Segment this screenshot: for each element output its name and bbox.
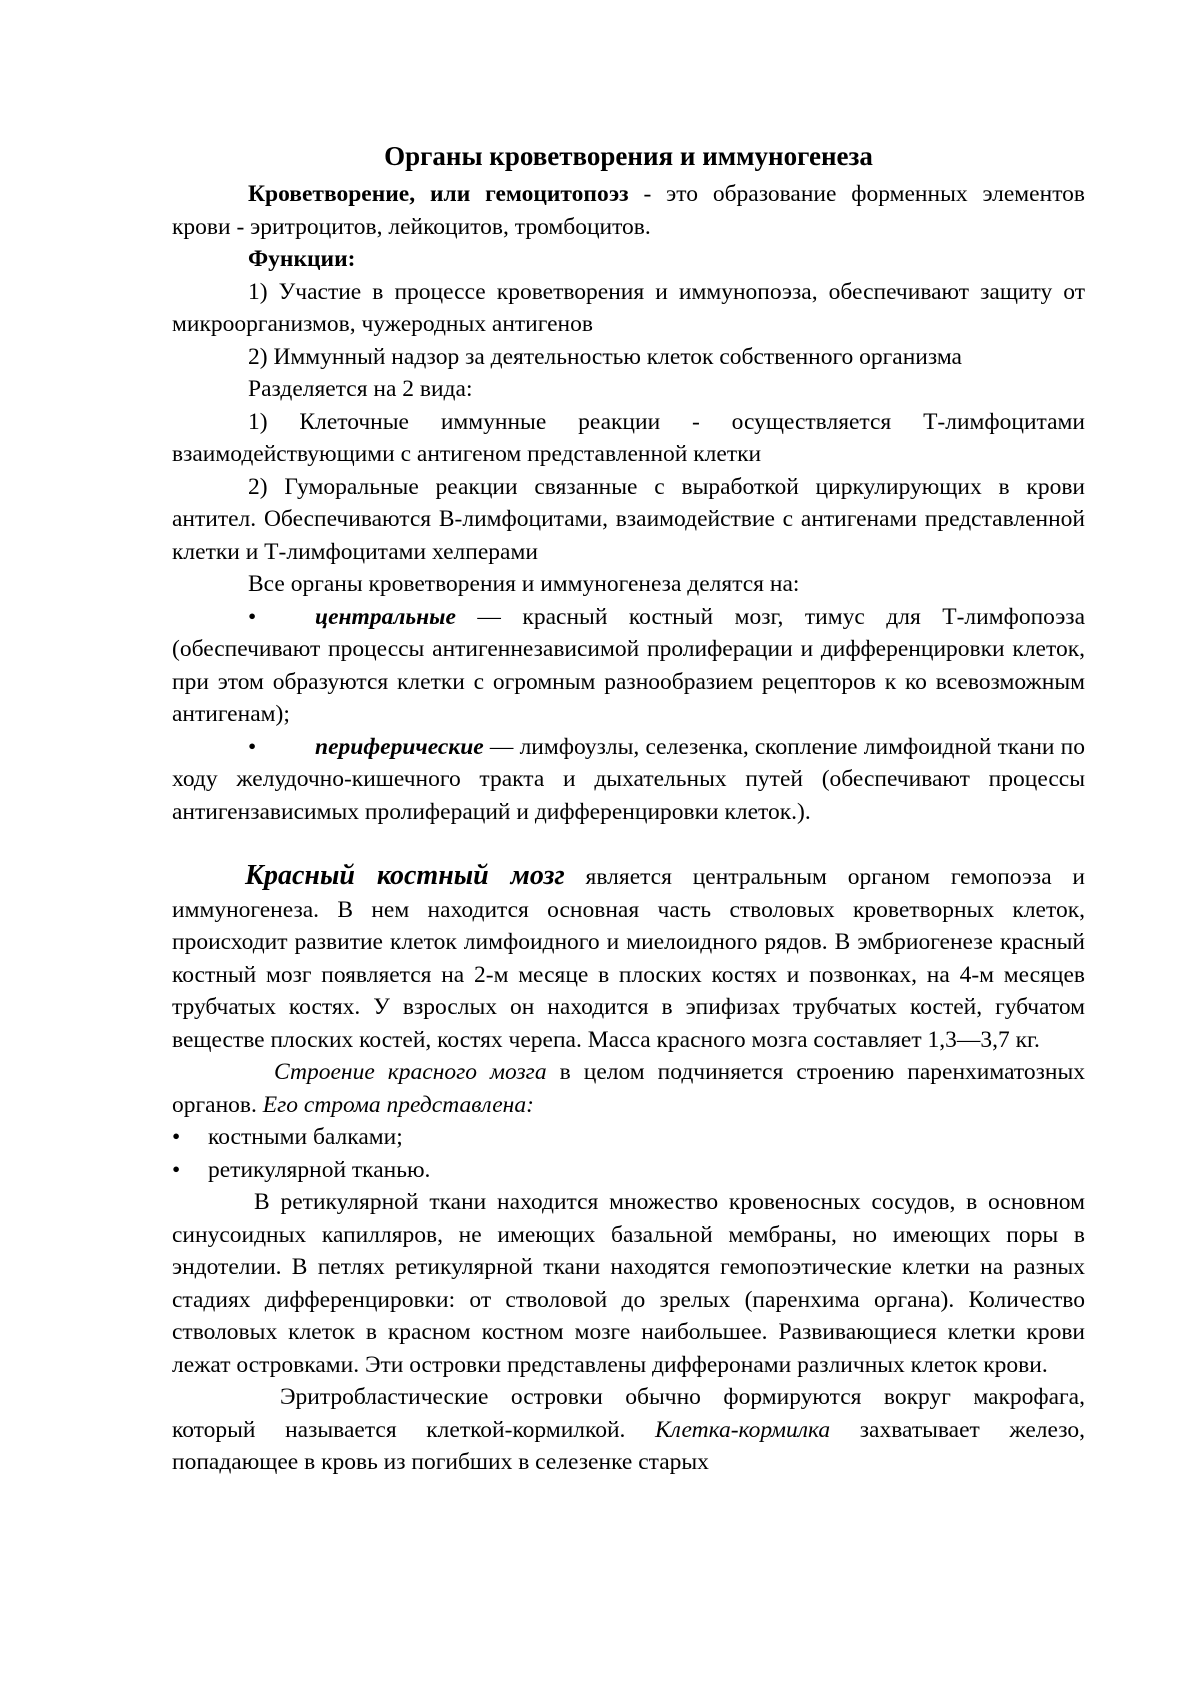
page-title: Органы кроветворения и иммуногенеза: [384, 141, 873, 171]
erythro-paragraph: Эритробластические островки обычно формируются вокруг макрофага, который называется клеткой-кормилкой. Клетка-кормилка захватывает железо, попадающее в кровь из погибших в селезенке старых: [172, 1384, 1085, 1475]
divides-line: Разделяется на 2 вида:: [248, 376, 473, 402]
organ-item-central: [172, 601, 1085, 731]
intro-paragraph: [172, 178, 1085, 243]
organ-term-central: центральные: [315, 603, 456, 630]
intro-text: - это образование форменных элементов крови - эритроцитов, лейкоцитов, тромбоцитов.: [172, 181, 1085, 240]
marrow-paragraph: [172, 860, 1085, 1056]
bullet-icon: •: [172, 1156, 181, 1183]
bullet-icon: •: [248, 733, 257, 760]
marrow-term: Красный костный мозг: [245, 860, 565, 891]
paragraph-gap: [172, 828, 1085, 860]
structure-middle: в целом подчиняется строению паренхиматозных органов.: [172, 1059, 1085, 1118]
stroma-item: • костными балками;: [172, 1121, 1085, 1154]
type-item-2: 2) Гуморальные реакции связанные с выработкой циркулирующих в крови антител. Обеспечиваются В-лимфоцитами, взаимодействие с антигенами представленной клетки и Т-лимфоцитами хелперами: [172, 473, 1085, 565]
intro-term: Кроветворение, или гемоцитопоэз: [248, 181, 629, 207]
organ-text-peripheral: — лимфоузлы, селезенка, скопление лимфоидной ткани по ходу желудочно-кишечного тракта и дыхательных путей (обеспечивают процессы антигензависимых пролифераций и дифференцировки клеток.).: [172, 733, 1085, 825]
structure-italic-2: Его строма представлена:: [262, 1091, 534, 1118]
bullet-icon: •: [248, 603, 257, 630]
organ-item-peripheral: [172, 731, 1085, 829]
functions-label: Функции:: [248, 246, 356, 272]
structure-italic-1: Строение красного мозга: [274, 1059, 547, 1085]
reticular-paragraph: В ретикулярной ткани находится множество кровеносных сосудов, в основном синусоидных капилляров, не имеющих базальной мембраны, но имеющих поры в эндотелии. В петлях ретикулярной ткани находятся гемопоэтические клетки на разных стадиях дифференцировки: от стволовой до зрелых (паренхима органа). Количество стволовых клеток в красном костном мозге наибольшее. Развивающиеся клетки крови лежат островками. Эти островки представлены дифферонами различных клеток крови.: [172, 1189, 1085, 1378]
function-item-1: 1) Участие в процессе кроветворения и иммунопоэза, обеспечивают защиту от микроорганизмов, чужеродных антигенов: [172, 278, 1085, 337]
marrow-text: является центральным органом гемопоэза и иммуногенеза. В нем находится основная часть стволовых кроветворных клеток, происходит развитие клеток лимфоидного и миелоидного рядов. В эмбриогенезе красный костный мозг появляется на 2-м месяце в плоских костях и позвонках, на 4-м месяцев трубчатых костях. У взрослых он находится в эпифизах трубчатых костей, губчатом веществе плоских костей, костях черепа. Масса красного мозга составляет 1,3—3,7 кг.: [172, 864, 1085, 1053]
erythro-italic: Клетка-кормилка: [655, 1416, 831, 1443]
structure-paragraph: [172, 1056, 1085, 1121]
bullet-icon: •: [172, 1124, 181, 1150]
stroma-item: • ретикулярной тканью.: [172, 1154, 1085, 1187]
function-item-2: 2) Иммунный надзор за деятельностью клеток собственного организма: [248, 343, 962, 370]
type-item-1: 1) Клеточные иммунные реакции - осуществляется Т-лимфоцитами взаимодействующими с антигеном представленной клетки: [172, 408, 1085, 467]
organs-intro: Все органы кроветворения и иммуногенеза делятся на:: [248, 571, 800, 597]
document-body: [172, 138, 1085, 1479]
organ-text-central: — красный костный мозг, тимус для Т-лимфопоэза (обеспечивают процессы антигеннезависимой пролиферации и дифференцировки клеток, при этом образуются клетки с огромным разнообразием рецепторов к ко всевозможным антигенам);: [172, 603, 1085, 727]
organ-term-peripheral: периферические: [315, 733, 484, 760]
